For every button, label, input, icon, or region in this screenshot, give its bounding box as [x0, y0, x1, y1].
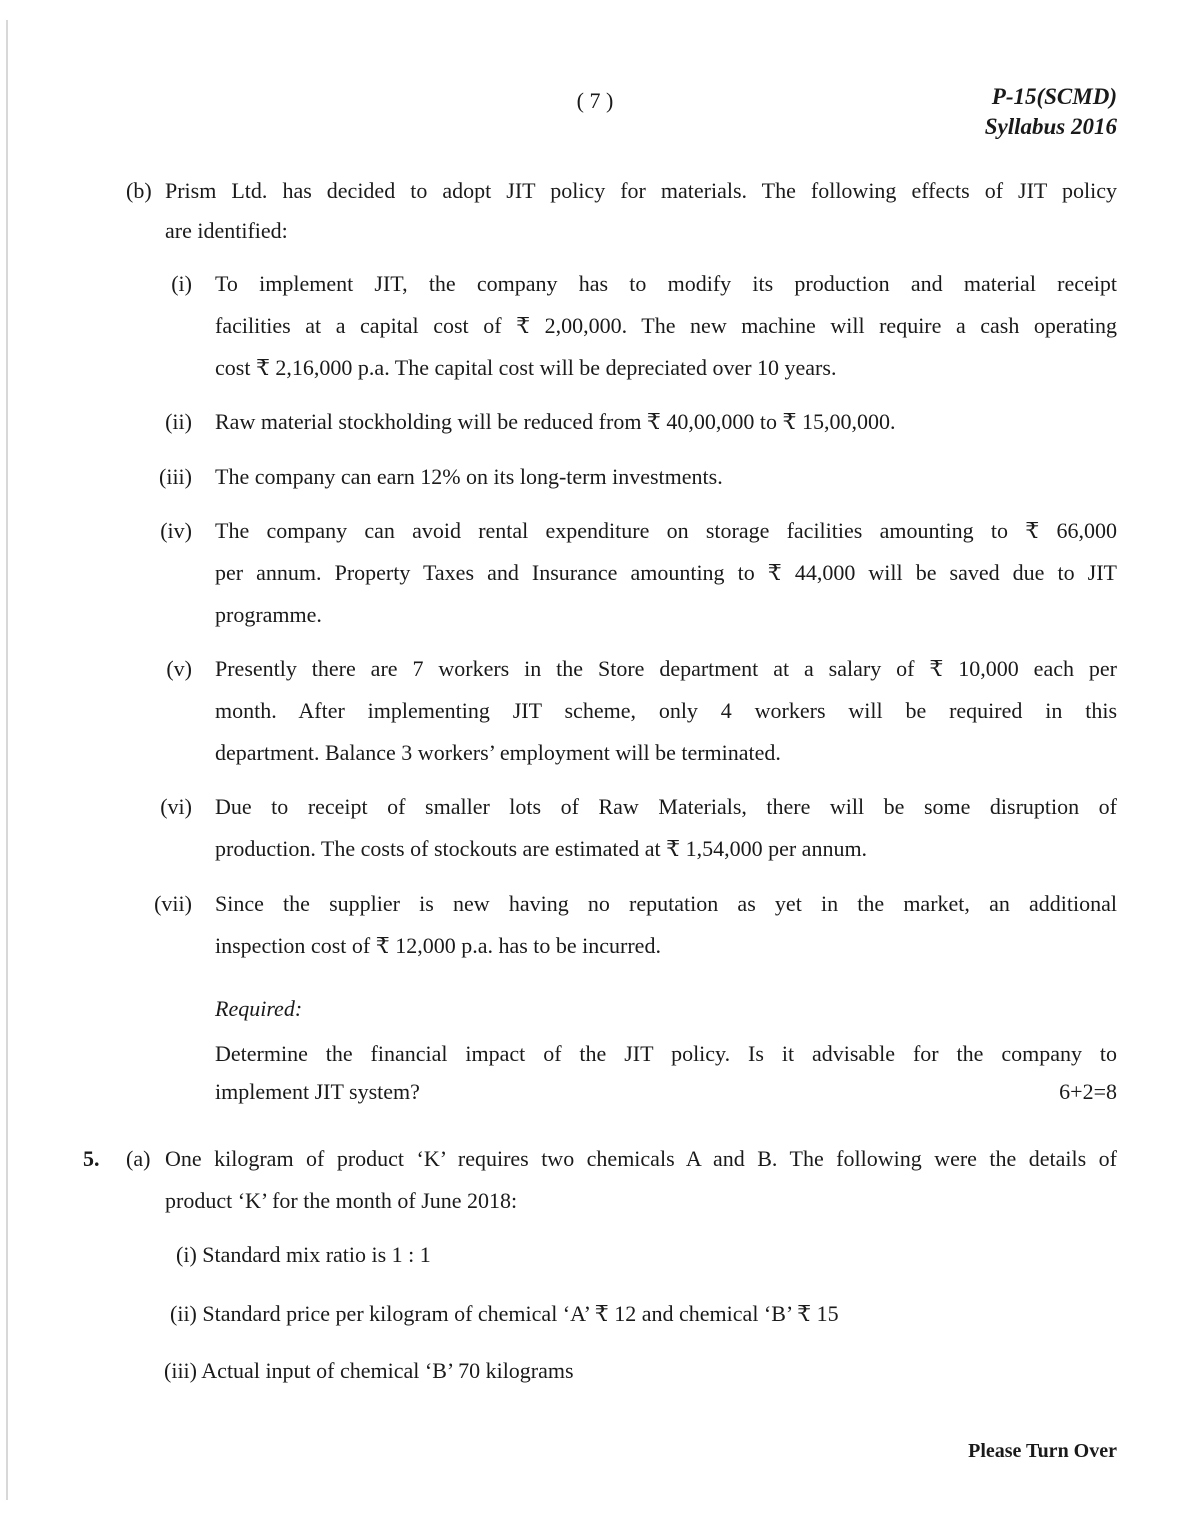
- q5-item-i-text: Standard mix ratio is 1 : 1: [202, 1242, 431, 1267]
- item-iv-line1: The company can avoid rental expenditure on storage facilities amounting to ₹ 66,000: [215, 518, 1117, 543]
- item-v-line1: Presently there are 7 workers in the Store department at a salary of ₹ 10,000 each per: [215, 656, 1117, 681]
- page-number: ( 7 ): [576, 88, 614, 113]
- required-line2-row: [215, 1071, 1117, 1113]
- item-vi-line1: Due to receipt of smaller lots of Raw Materials, there will be some disruption of: [215, 794, 1117, 819]
- item-ii-label: (ii): [165, 409, 192, 434]
- item-i-line1: To implement JIT, the company has to modify its production and material receipt: [215, 271, 1117, 296]
- q5-item-iii-label: (iii): [164, 1358, 197, 1383]
- paper-code: P-15(SCMD): [991, 84, 1117, 109]
- item-vii-label: (vii): [154, 891, 192, 916]
- item-v-line2: month. After implementing JIT scheme, only 4 workers will be required in this: [215, 698, 1117, 723]
- item-iv-line2: per annum. Property Taxes and Insurance amounting to ₹ 44,000 will be saved due to JIT: [215, 560, 1117, 585]
- q5-item-iii: [164, 1350, 574, 1392]
- item-vii-line1: Since the supplier is new having no reputation as yet in the market, an additional: [215, 891, 1117, 916]
- item-v-line3: department. Balance 3 workers’ employment will be terminated.: [215, 740, 781, 765]
- q5a-intro-line1: One kilogram of product ‘K’ requires two chemicals A and B. The following were the details of: [165, 1146, 1117, 1171]
- item-ii-line1: Raw material stockholding will be reduced from ₹ 40,00,000 to ₹ 15,00,000.: [215, 409, 896, 434]
- item-iv-label: (iv): [160, 518, 192, 543]
- q4b-label: (b): [126, 178, 152, 203]
- q5-item-iii-text: Actual input of chemical ‘B’ 70 kilograms: [201, 1358, 574, 1383]
- item-vi-line2: production. The costs of stockouts are estimated at ₹ 1,54,000 per annum.: [215, 836, 868, 861]
- q5-item-ii-label: (ii): [170, 1301, 197, 1326]
- item-iii-line1: The company can earn 12% on its long-term investments.: [215, 464, 723, 489]
- item-v-label: (v): [166, 656, 192, 681]
- q4b-intro-line1: Prism Ltd. has decided to adopt JIT policy for materials. The following effects of JIT policy: [165, 178, 1117, 203]
- q5-item-ii-text: Standard price per kilogram of chemical ‘A’ ₹ 12 and chemical ‘B’ ₹ 15: [202, 1301, 839, 1326]
- q5-item-i: [176, 1234, 431, 1276]
- item-vii-line2: inspection cost of ₹ 12,000 p.a. has to be incurred.: [215, 933, 661, 958]
- item-iii-label: (iii): [159, 464, 192, 489]
- item-i-line3: cost ₹ 2,16,000 p.a. The capital cost will be depreciated over 10 years.: [215, 355, 837, 380]
- item-iv-line3: programme.: [215, 602, 322, 627]
- item-vi-label: (vi): [160, 794, 192, 819]
- item-i-line2: facilities at a capital cost of ₹ 2,00,000. The new machine will require a cash operating: [215, 313, 1117, 338]
- paper-header: [985, 82, 1117, 142]
- q5a-intro-line2: product ‘K’ for the month of June 2018:: [165, 1188, 518, 1213]
- scan-edge-line: [6, 20, 8, 1500]
- q5-item-ii: [170, 1293, 839, 1335]
- item-i-label: (i): [171, 271, 192, 296]
- marks-allocation: 6+2=8: [1059, 1079, 1117, 1104]
- required-line2: implement JIT system?: [215, 1079, 420, 1104]
- please-turn-over: Please Turn Over: [968, 1440, 1117, 1462]
- q5a-label: (a): [126, 1146, 151, 1171]
- syllabus-year: Syllabus 2016: [984, 114, 1117, 139]
- required-heading: Required:: [215, 996, 303, 1021]
- question-5-number: 5.: [83, 1146, 100, 1171]
- q5-item-i-label: (i): [176, 1242, 197, 1267]
- q4b-intro-line2: are identified:: [165, 218, 288, 243]
- required-line1: Determine the financial impact of the JIT policy. Is it advisable for the company to: [215, 1041, 1117, 1066]
